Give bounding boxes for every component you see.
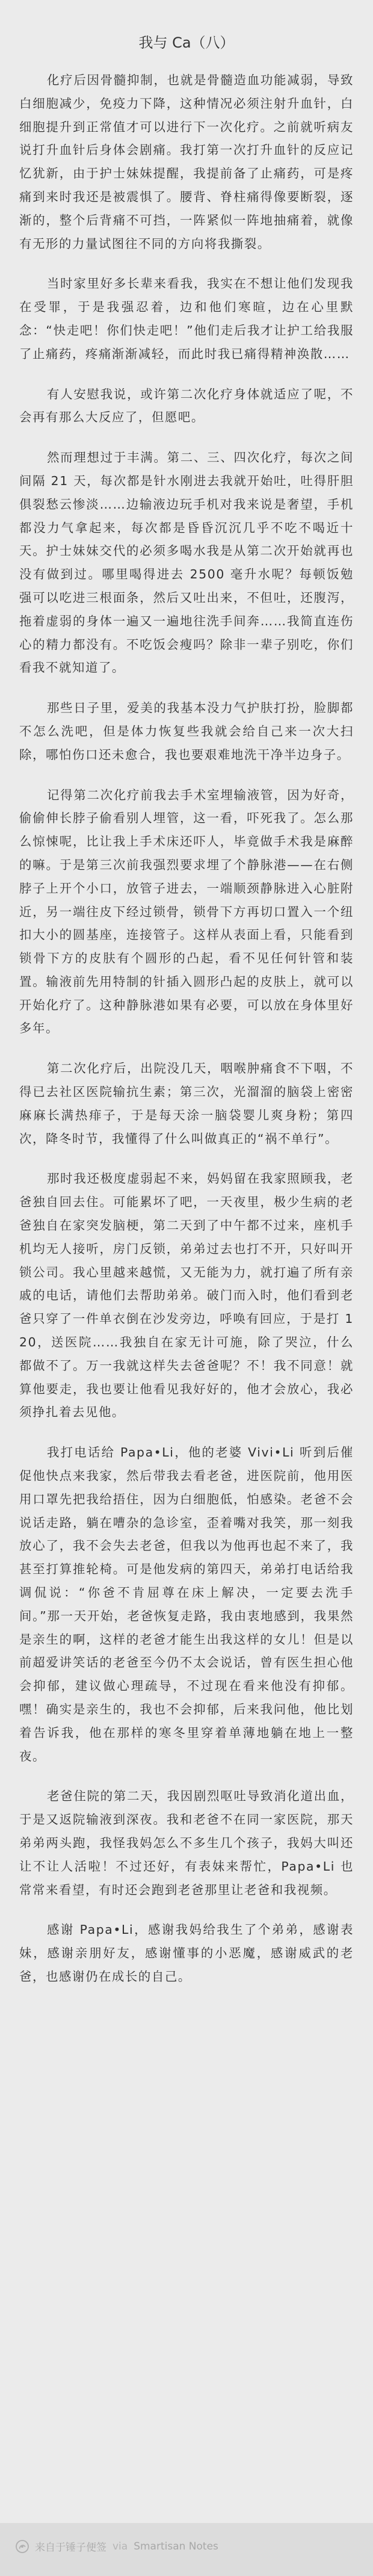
paragraph: 我打电话给 Papa•Li，他的老婆 Vivi•Li 听到后催促他快点来我家，然后带我去看老爸，进医院前，他用医用口罩先把我给捂住，因为白细胞低，怕感染。老爸不会说话走路，躺在嘈杂的急诊室，歪着嘴对我笑，那一刻我放心了，我不会失去老爸，但我以为他再也起不来了，我甚至打算推轮椅。可是他发病的第四天，弟弟打电话给我调侃说：“你爸不肯屈尊在床上解决，一定要去洗手间。”那一天开始，老爸恢复走路，我由衷地感到，我果然是亲生的啊，这样的老爸才能生出我这样的女儿！但是以前超爱讲笑话的老爸至今仍不太会说话，曾有医生担心他会抑郁，建议做心理疏导，不过现在看来他没有抑郁。嘿！确实是亲生的，我也不会抑郁，后来我问他，他比划着告诉我，他在那样的寒冬里穿着单薄地躺在地上一整夜。 [19, 1445, 354, 1763]
paragraph: 第二次化疗后，出院没几天，咽喉肿痛食不下咽，不得已去社区医院输抗生素；第三次，光溜溜的脑袋上密密麻麻长满热痱子，于是每天涂一脑袋婴儿爽身粉；第四次，降冬时节，我懂得了什么叫做真正的“祸不单行”。 [19, 1061, 354, 1146]
footer [0, 2523, 373, 2576]
article-title: 我与 Ca（八） [138, 34, 235, 51]
smartisan-logo-icon [16, 2540, 29, 2553]
paragraph: 那时我还极度虚弱起不来，妈妈留在我家照顾我，老爸独自回去住。可能累坏了吧，一天夜里，极少生病的老爸独自在家突发脑梗，第二天到了中午都不过来，座机手机均无人接听，房门反锁，弟弟过去也打不开，只好叫开锁公司。我心里越来越慌，又无能为力，就打遍了所有亲戚的电话，请他们去帮助弟弟。破门而入时，他们看到老爸只穿了一件单衣倒在沙发旁边，呼唤有回应，于是打 120，送医院……我独自在家无计可施，除了哭泣，什么都做不了。万一我就这样失去爸爸呢？不！我不同意！就算他要走，我也要让他看见我好好的，他才会放心，我必须挣扎着去见他。 [19, 1171, 354, 1420]
paragraph: 有人安慰我说，或许第二次化疗身体就适应了呢，不会再有那么大反应了，但愿吧。 [19, 386, 354, 425]
paragraph: 化疗后因骨髓抑制，也就是骨髓造血功能减弱，导致白细胞减少，免疫力下降，这种情况必须注射升血针，白细胞提升到正常值才可以进行下一次化疗。之前就听病友说打升血针后身体会剧痛。我打第一次打升血针的反应记忆犹新，由于护士妹妹提醒，我提前备了止痛药，可是疼痛到来时我还是被震惧了。腰背、脊柱痛得像要断裂，逐渐的，整个后背痛不可挡，一阵紧似一阵地抽痛着，就像有无形的力量试图往不同的方向将我撕裂。 [19, 73, 354, 251]
footer-app-name: 来自于锤子便签 [35, 2542, 106, 2554]
paragraph: 老爸住院的第二天，我因剧烈呕吐导致消化道出血，于是又返院输液到深夜。我和老爸不在同一家医院，那天弟弟两头跑，我怪我妈怎么不多生几个孩子，我妈大叫还让不让人活啦！不过还好，有表妹来帮忙，Papa•Li 也常常来看望，有时还会跑到老爸那里让老爸和我视频。 [19, 1789, 354, 1897]
paragraph: 记得第二次化疗前我去手术室埋输液管，因为好奇，偷偷伸长脖子偷看别人埋管，这一看，吓死我了。怎么那么惊悚呢，比让我上手术床还吓人，毕竟做手术我是麻醉的嘛。于是第三次前我强烈要求埋了个静脉港——在右侧脖子上开个小口，放管子进去，一端顺颈静脉进入心脏附近，另一端往皮下经过锁骨，锁骨下方再切口置入一个纽扣大小的圆基座，连接管子。这样从表面上看，只能看到锁骨下方的皮肤有个圆形的凸起，看不见任何针管和装置。输液前先用特制的针插入圆形凸起的皮肤上，就可以开始化疗了。这种静脉港如果有必要，可以放在身体里好多年。 [19, 787, 354, 1036]
footer-branding[interactable] [16, 2539, 218, 2554]
footer-separator: via [113, 2540, 128, 2553]
paragraph: 感谢 Papa•Li，感谢我妈给我生了个弟弟，感谢表妹，感谢亲朋好友，感谢懂事的小恶魔，感谢威武的老爸，也感谢仍在成长的自己。 [19, 1922, 354, 1984]
paragraph: 那些日子里，爱美的我基本没力气护肤打扮，脸脚都不怎么洗吧，但是体力恢复些我就会给自己来一次大扫除，哪怕伤口还未愈合，我也要艰难地洗干净半边身子。 [19, 701, 354, 762]
paragraph: 当时家里好多长辈来看我，我实在不想让他们发现我在受罪，于是我强忍着，边和他们寒暄，边在心里默念：“快走吧！你们快走吧！”他们走后我才让护工给我服了止痛药，疼痛渐渐减轻，而此时我已痛得精神涣散…… [19, 276, 354, 361]
paragraph: 然而理想过于丰满。第二、三、四次化疗，每次之间间隔 21 天，每次都是针水刚进去我就开始吐，吐得肝胆俱裂愁云惨淡……边输液边玩手机对我来说是奢望，手机都没力气拿起来，每次都是昏昏沉沉几乎不吃不喝近十天。护士妹妹交代的必须多喝水我是从第二次开始就再也没有做到过。哪里喝得进去 2500 毫升水呢？每顿饭勉强可以吃进三根面条，然后又吐出来，不但吐，还腹泻，拖着虚弱的身体一遍又一遍地往洗手间奔……我简直连伤心的精力都没有。不吃饭会瘦吗？除非一辈子别吃，你们看我不就知道了。 [19, 450, 354, 675]
footer-app-name-en: Smartisan Notes [134, 2540, 218, 2553]
